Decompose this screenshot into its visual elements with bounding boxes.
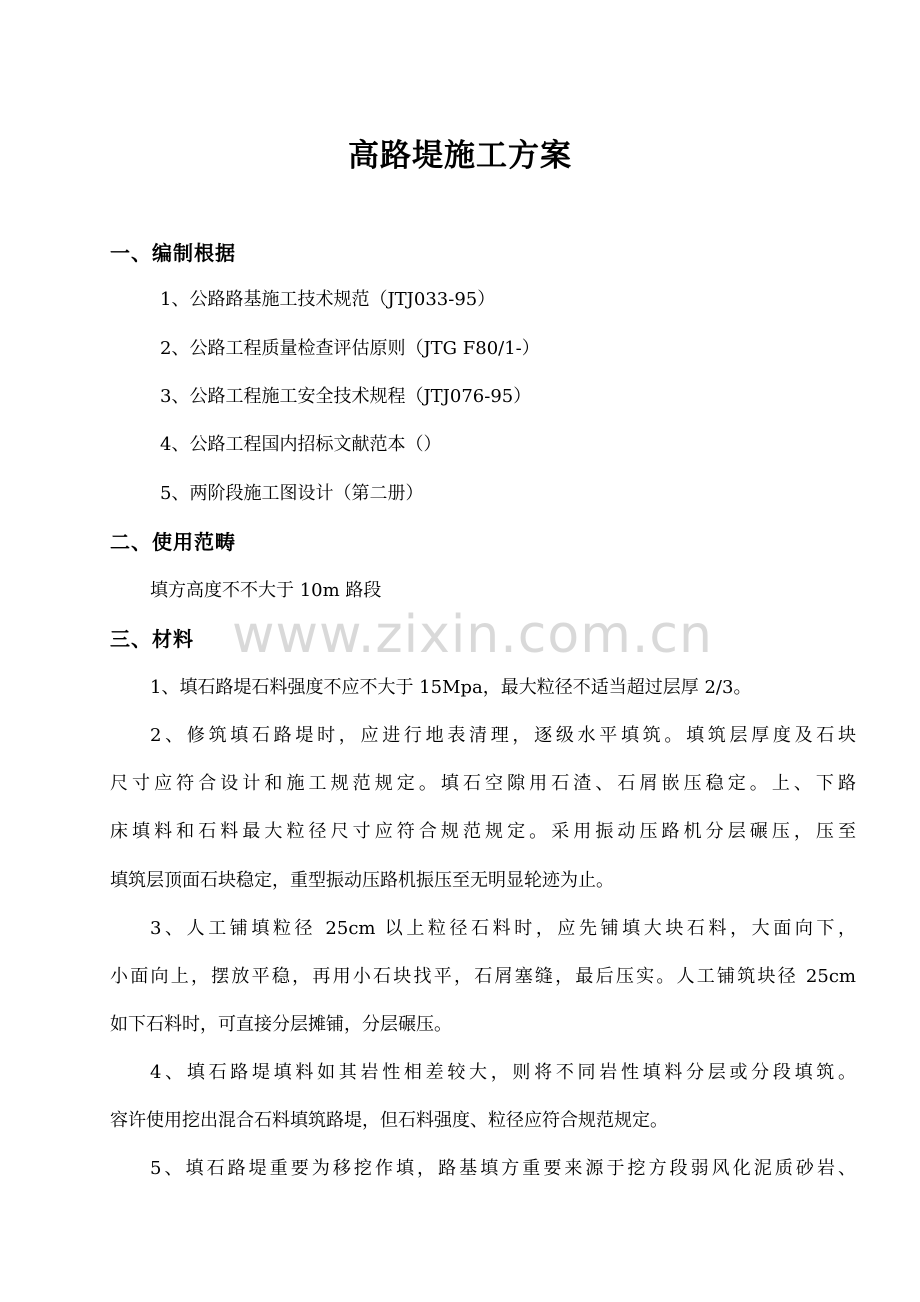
section-heading-materials: 三、材料 <box>110 627 194 651</box>
materials-line-1: 1、填石路堤石料强度不应不大于 15Mpa，最大粒径不适当超过层厚 2/3。 <box>150 677 752 698</box>
basis-item-5: 5、两阶段施工图设计（第二册） <box>160 483 424 504</box>
materials-line-6: 3、人工铺填粒径 25cm 以上粒径石料时，应先铺填大块石料，大面向下， <box>150 918 856 939</box>
materials-line-4: 床填料和石料最大粒径尺寸应符合规范规定。采用振动压路机分层碾压，压至 <box>110 821 856 842</box>
materials-line-9: 4、填石路堤填料如其岩性相差较大，则将不同岩性填料分层或分段填筑。 <box>150 1062 856 1083</box>
materials-line-8: 如下石料时，可直接分层摊铺，分层碾压。 <box>110 1014 452 1035</box>
basis-item-3: 3、公路工程施工安全技术规程（JTJ076-95） <box>160 386 532 407</box>
materials-line-10: 容许使用挖出混合石料填筑路堤，但石料强度、粒径应符合规范规定。 <box>110 1110 668 1131</box>
basis-item-4: 4、公路工程国内招标文献范本（） <box>160 434 442 455</box>
materials-line-5: 填筑层顶面石块稳定，重型振动压路机振压至无明显轮迹为止。 <box>110 870 614 891</box>
document-title: 高路堤施工方案 <box>348 138 572 174</box>
materials-line-2: 2、修筑填石路堤时，应进行地表清理，逐级水平填筑。填筑层厚度及石块 <box>150 725 856 746</box>
basis-item-2: 2、公路工程质量检查评估原则（JTG F80/1-） <box>160 338 540 359</box>
materials-line-3: 尺寸应符合设计和施工规范规定。填石空隙用石渣、石屑嵌压稳定。上、下路 <box>110 773 856 794</box>
materials-line-7: 小面向上，摆放平稳，再用小石块找平，石屑塞缝，最后压实。人工铺筑块径 25cm <box>110 966 856 987</box>
basis-item-1: 1、公路路基施工技术规范（JTJ033-95） <box>160 289 496 310</box>
section-heading-scope: 二、使用范畴 <box>110 530 236 554</box>
materials-line-11: 5、填石路堤重要为移挖作填，路基填方重要来源于挖方段弱风化泥质砂岩、 <box>150 1158 856 1179</box>
section-heading-basis: 一、编制根据 <box>110 241 236 265</box>
watermark: www.zixin.com.cn <box>232 605 713 665</box>
scope-text: 填方高度不不大于 10m 路段 <box>150 580 382 601</box>
